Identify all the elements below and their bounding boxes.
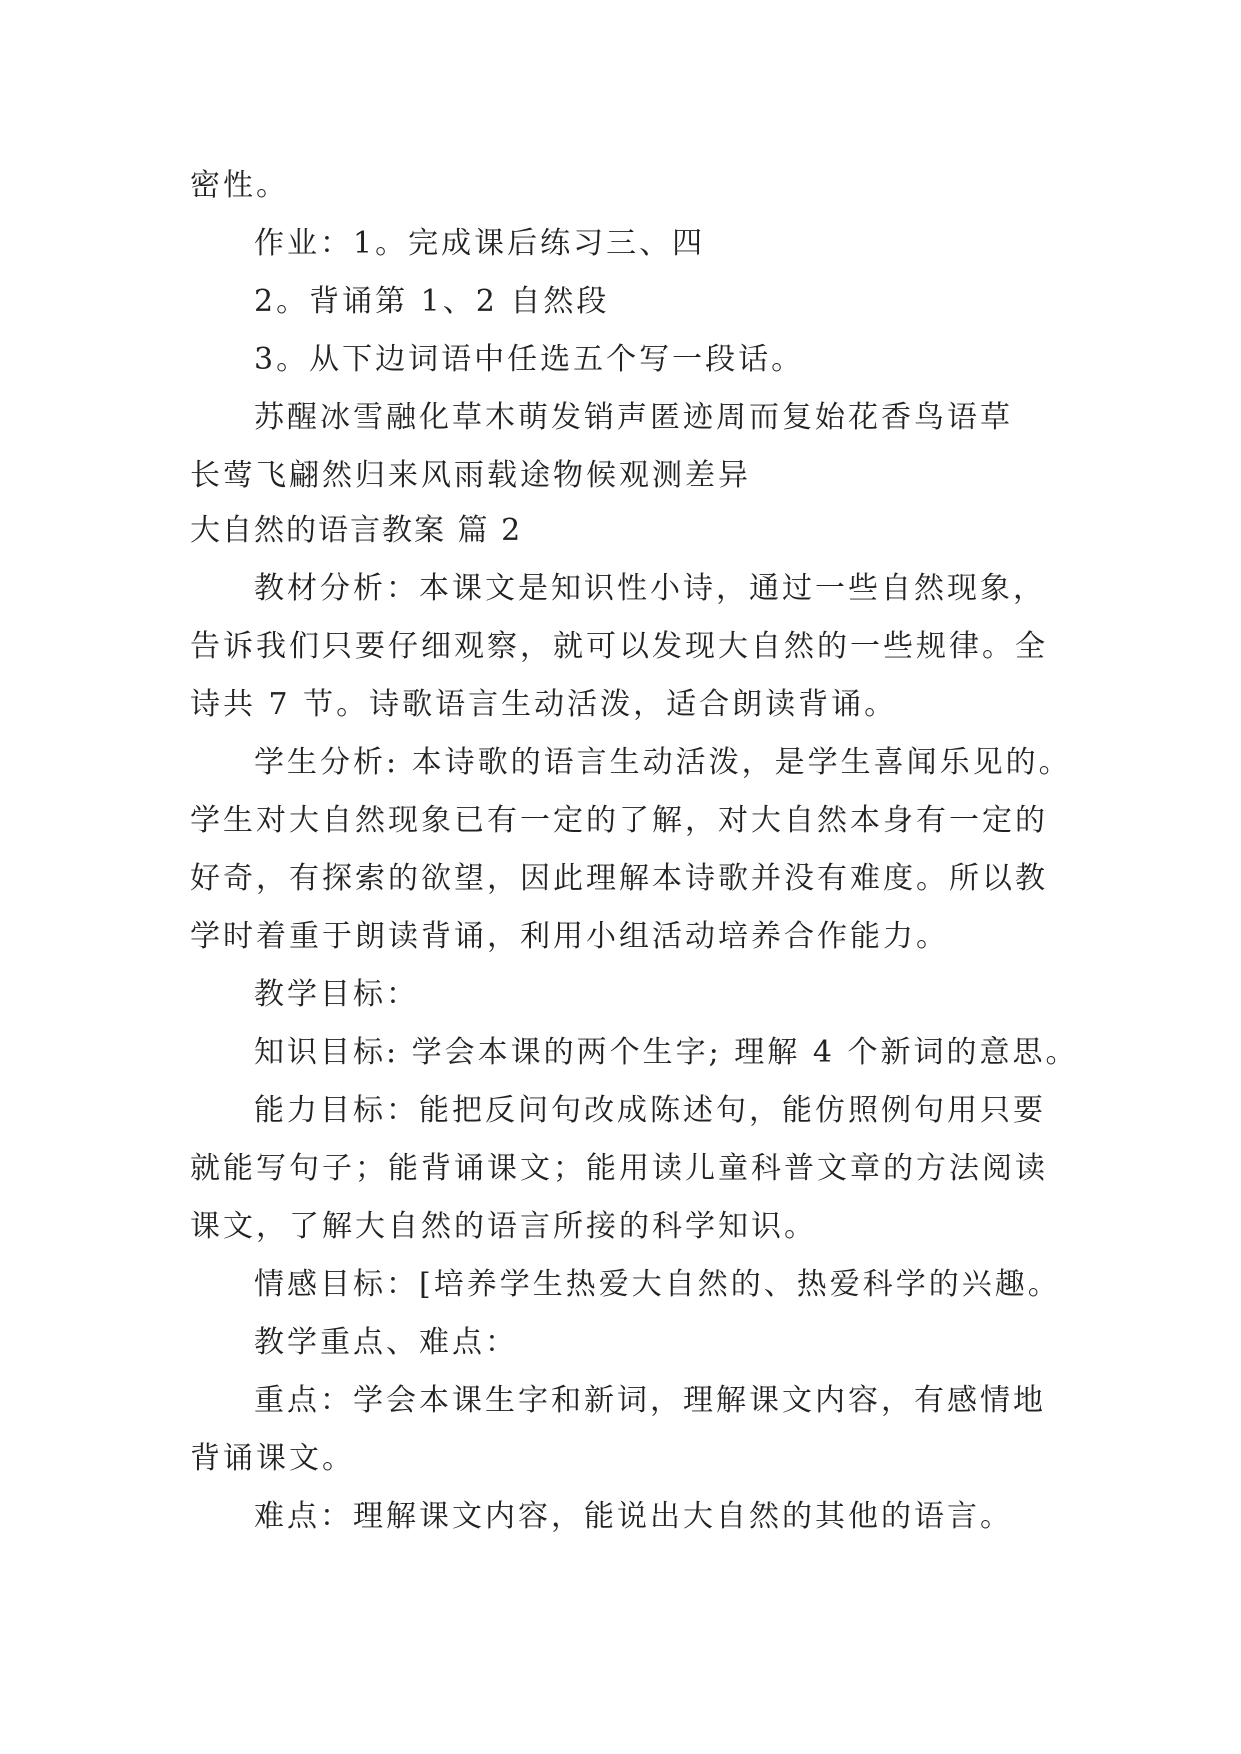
- text-line: 情感目标：[培养学生热爱大自然的、热爱科学的兴趣。: [254, 1267, 1061, 1302]
- text-line: 诗共 7 节。诗歌语言生动活泼，适合朗读背诵。: [190, 687, 898, 722]
- text-line: 教材分析：本课文是知识性小诗，通过一些自然现象，: [254, 571, 1046, 606]
- text-line: 学时着重于朗读背诵，利用小组活动培养合作能力。: [190, 919, 949, 954]
- text-line: 教学重点、难点：: [254, 1325, 518, 1360]
- text-line: 课文，了解大自然的语言所接的科学知识。: [190, 1209, 817, 1244]
- section-heading: 大自然的语言教案 篇 2: [190, 513, 523, 548]
- text-line: 苏醒冰雪融化草木萌发销声匿迹周而复始花香鸟语草: [254, 400, 1013, 435]
- text-line: 学生对大自然现象已有一定的了解，对大自然本身有一定的: [190, 803, 1048, 838]
- text-line: 告诉我们只要仔细观察，就可以发现大自然的一些规律。全: [190, 629, 1048, 664]
- text-line: 作业：1。完成课后练习三、四: [254, 226, 706, 261]
- text-line: 知识目标: 学会本课的两个生字; 理解 4 个新词的意思。: [254, 1035, 1079, 1070]
- text-line: 重点：学会本课生字和新词，理解课文内容，有感情地: [254, 1383, 1046, 1418]
- text-line: 3。从下边词语中任选五个写一段话。: [254, 342, 805, 377]
- text-line: 密性。: [190, 168, 289, 203]
- text-line: 背诵课文。: [190, 1441, 355, 1476]
- text-line: 学生分析: 本诗歌的语言生动活泼，是学生喜闻乐见的。: [254, 745, 1072, 780]
- text-line: 教学目标：: [254, 977, 419, 1012]
- text-line: 长莺飞翩然归来风雨载途物候观测差异: [190, 458, 751, 493]
- text-line: 就能写句子；能背诵课文；能用读儿童科普文章的方法阅读: [190, 1151, 1048, 1186]
- text-line: 难点：理解课文内容，能说出大自然的其他的语言。: [254, 1499, 1013, 1534]
- text-line: 好奇，有探索的欲望，因此理解本诗歌并没有难度。所以教: [190, 861, 1048, 896]
- text-line: 能力目标：能把反问句改成陈述句，能仿照例句用只要: [254, 1093, 1046, 1128]
- text-line: 2。背诵第 1、2 自然段: [254, 284, 610, 319]
